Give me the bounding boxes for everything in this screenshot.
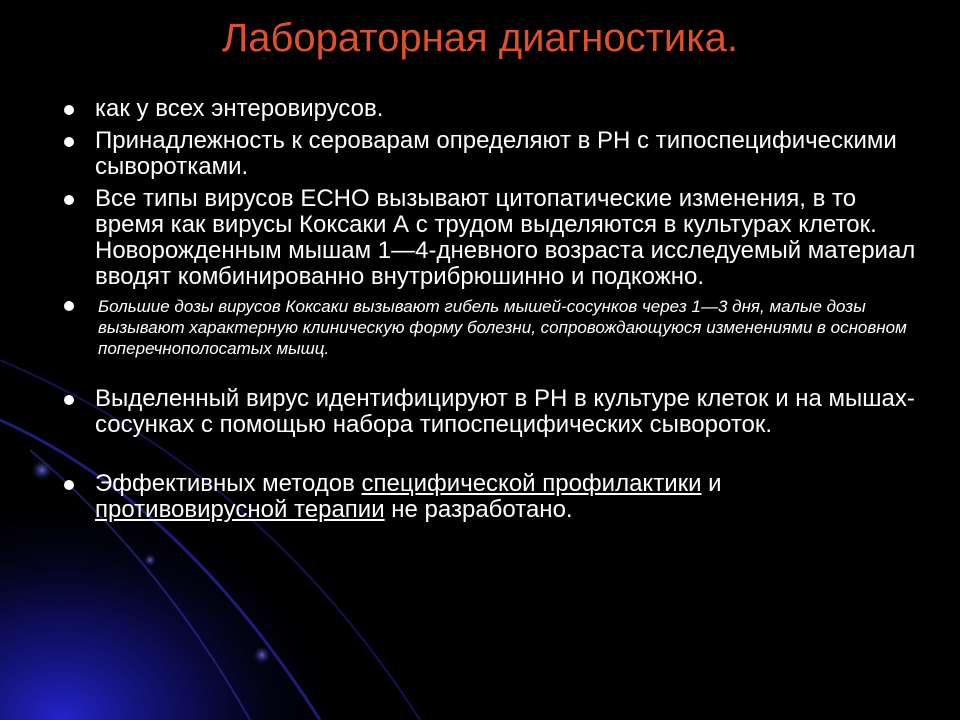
slide-title: Лабораторная диагностика. (222, 16, 738, 60)
decor-spot (143, 553, 157, 567)
bullet-item-note (60, 296, 920, 359)
bullet-dot-icon (64, 480, 74, 490)
bullet-dot-icon (64, 137, 74, 147)
bullet-list (60, 96, 920, 529)
bullet-item (60, 471, 920, 523)
bullet-dot-icon (64, 301, 74, 311)
bullet-text: Принадлежность к сероварам определяют в РН с типоспецифическими сыворотками. (95, 127, 897, 180)
specific-prophylaxis-link[interactable]: специфической профилактики (361, 470, 702, 497)
bullet-dot-icon (64, 195, 74, 205)
bullet-text-part: не разработано. (384, 496, 573, 523)
bullet-item (60, 386, 920, 438)
decor-spot (30, 458, 54, 482)
bullet-item (60, 96, 920, 122)
bullet-dot-icon (64, 105, 74, 115)
bullet-item (60, 128, 920, 180)
bullet-text: Большие дозы вирусов Коксаки вызывают гибель мышей-сосунков через 1—3 дня, малые дозы вызывают характерную клиническую форму болезни, сопровождающуюся изменениями в основном поперечнополосатых мышц. (98, 297, 907, 358)
bullet-text: как у всех энтеровирусов. (95, 95, 384, 122)
bullet-text-part: и (701, 470, 722, 497)
bullet-item (60, 186, 920, 290)
bullet-text: Все типы вирусов ЕСНО вызывают цитопатические изменения, в то время как вирусы Коксаки А с трудом выделяются в культурах клеток. Новорожденным мышам 1—4-дневного возраста исследуемый материал вводят комбинированно внутрибрюшинно и подкожно. (95, 185, 916, 290)
antiviral-therapy-link[interactable]: противовирусной терапии (95, 496, 385, 523)
decor-spot (252, 645, 272, 665)
bullet-text-part: Эффективных методов (95, 470, 362, 497)
bullet-text: Выделенный вирус идентифицируют в РН в культуре клеток и на мышах-сосунках с помощью набора типоспецифических сывороток. (95, 385, 915, 438)
bullet-dot-icon (64, 395, 74, 405)
